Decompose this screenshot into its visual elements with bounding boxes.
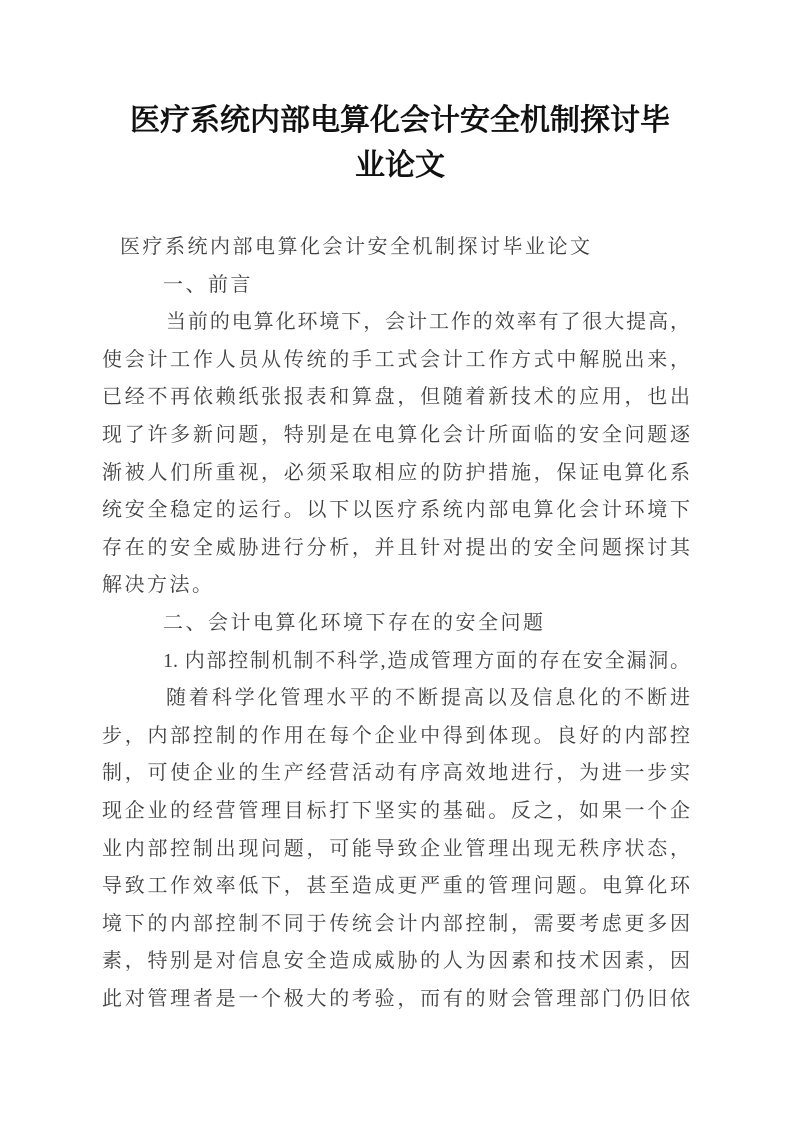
paragraph-end-line: 解决方法。 (102, 574, 215, 597)
body-line: 当前的电算化环境下，会计工作的效率有了很大提高， (166, 311, 690, 334)
page-title (120, 98, 680, 188)
body-line: 随着科学化管理水平的不断提高以及信息化的不断进 (166, 687, 690, 710)
body-line: 步，内部控制的作用在每个企业中得到体现。良好的内部控 (102, 724, 690, 747)
body-line: 使会计工作人员从传统的手工式会计工作方式中解脱出来， (102, 348, 690, 371)
body-line: 渐被人们所重视，必须采取相应的防护措施，保证电算化系 (102, 461, 690, 484)
body-line: 已经不再依赖纸张报表和算盘，但随着新技术的应用，也出 (102, 386, 690, 409)
page-title-line-1: 医疗系统内部电算化会计安全机制探讨毕 (130, 104, 670, 137)
body-line: 统安全稳定的运行。以下以医疗系统内部电算化会计环境下 (102, 499, 690, 522)
body-line: 素，特别是对信息安全造成威胁的人为因素和技术因素，因 (102, 950, 690, 973)
body-line: 存在的安全威胁进行分析，并且针对提出的安全问题探讨其 (102, 536, 690, 559)
section-heading-security-issues: 二、会计电算化环境下存在的安全问题 (163, 611, 546, 634)
subsection-heading-line: 1. 内部控制机制不科学,造成管理方面的存在安全漏洞。 (163, 649, 690, 672)
section-heading-foreword: 一、前言 (163, 273, 253, 296)
body-line: 业内部控制出现问题，可能导致企业管理出现无秩序状态， (102, 837, 690, 860)
body-line: 境下的内部控制不同于传统会计内部控制，需要考虑更多因 (102, 912, 690, 935)
body-line: 制，可使企业的生产经营活动有序高效地进行，为进一步实 (102, 762, 690, 785)
body-line: 此对管理者是一个极大的考验，而有的财会管理部门仍旧依 (102, 987, 690, 1010)
body-line: 现了许多新问题，特别是在电算化会计所面临的安全问题逐 (102, 423, 690, 446)
document-body (102, 229, 690, 1018)
body-line: 现企业的经营管理目标打下坚实的基础。反之，如果一个企 (102, 799, 690, 822)
body-line: 导致工作效率低下，甚至造成更严重的管理问题。电算化环 (102, 875, 690, 898)
doc-subtitle-line: 医疗系统内部电算化会计安全机制探讨毕业论文 (120, 236, 593, 258)
page-title-line-2: 业论文 (355, 149, 445, 182)
